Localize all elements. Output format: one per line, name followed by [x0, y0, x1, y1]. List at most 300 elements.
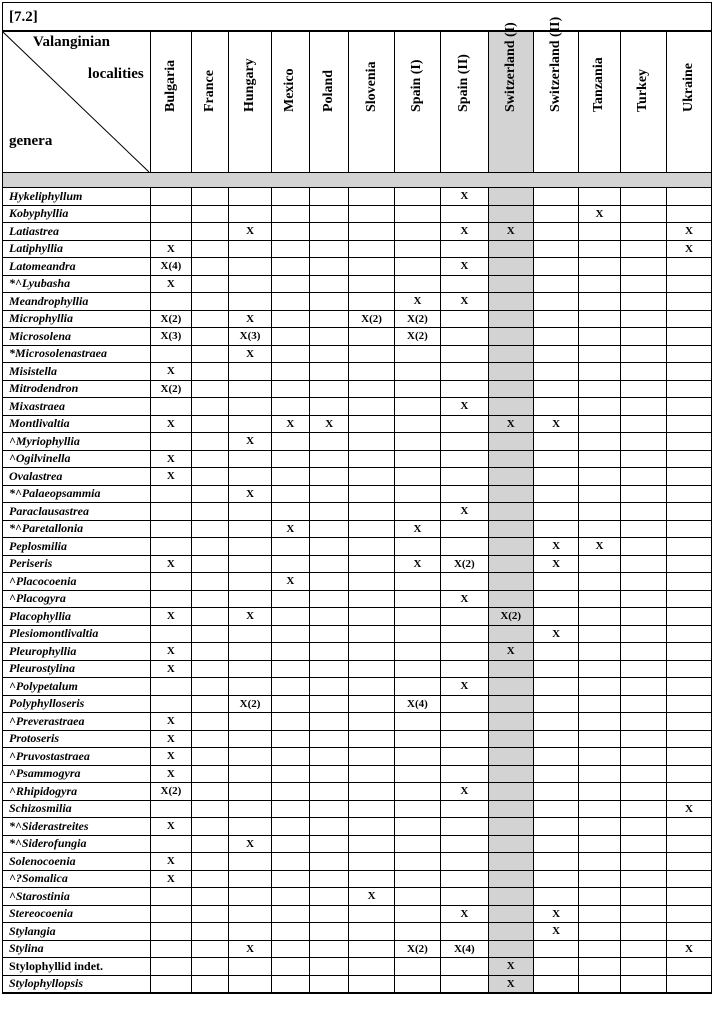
- occurrence-cell: X: [488, 975, 533, 993]
- occurrence-cell: [441, 713, 488, 731]
- occurrence-cell: [271, 468, 309, 486]
- occurrence-cell: [192, 468, 229, 486]
- occurrence-cell: [441, 485, 488, 503]
- occurrence-cell: [271, 818, 309, 836]
- occurrence-cell: [620, 503, 666, 521]
- occurrence-cell: [310, 800, 349, 818]
- occurrence-cell: X: [229, 345, 271, 363]
- locality-header: [533, 16, 578, 173]
- genus-name: Microsolena: [3, 328, 150, 346]
- occurrence-cell: [620, 853, 666, 871]
- occurrence-cell: [394, 783, 440, 801]
- localities-label: localities: [87, 66, 144, 82]
- locality-header: [271, 32, 309, 173]
- occurrence-cell: [533, 398, 578, 416]
- occurrence-cell: [310, 310, 349, 328]
- occurrence-cell: [667, 555, 711, 573]
- occurrence-cell: [310, 835, 349, 853]
- occurrence-cell: [229, 188, 271, 206]
- occurrence-cell: [667, 660, 711, 678]
- occurrence-cell: X: [394, 555, 440, 573]
- occurrence-cell: [310, 713, 349, 731]
- occurrence-cell: [533, 450, 578, 468]
- table-row: [3, 240, 711, 258]
- occurrence-cell: [150, 888, 191, 906]
- occurrence-cell: [349, 783, 394, 801]
- occurrence-cell: X: [349, 888, 394, 906]
- occurrence-cell: [579, 713, 620, 731]
- occurrence-cell: [579, 573, 620, 591]
- occurrence-cell: [620, 783, 666, 801]
- table-row: [3, 695, 711, 713]
- occurrence-cell: X: [150, 660, 191, 678]
- occurrence-cell: [394, 590, 440, 608]
- locality-header: [229, 32, 271, 173]
- occurrence-cell: [488, 853, 533, 871]
- locality-header: [394, 32, 440, 173]
- occurrence-cell: [394, 468, 440, 486]
- occurrence-cell: [488, 713, 533, 731]
- occurrence-cell: [579, 293, 620, 311]
- locality-header: [349, 32, 394, 173]
- occurrence-cell: [150, 835, 191, 853]
- occurrence-cell: [394, 363, 440, 381]
- occurrence-cell: [579, 660, 620, 678]
- locality-name: Poland: [321, 69, 337, 112]
- occurrence-cell: [349, 450, 394, 468]
- occurrence-cell: [271, 363, 309, 381]
- occurrence-cell: X: [667, 940, 711, 958]
- occurrence-cell: [394, 765, 440, 783]
- occurrence-cell: [310, 293, 349, 311]
- occurrence-cell: [667, 433, 711, 451]
- occurrence-cell: [441, 468, 488, 486]
- occurrence-cell: [192, 905, 229, 923]
- occurrence-cell: X: [150, 363, 191, 381]
- table-row: [3, 783, 711, 801]
- occurrence-cell: [620, 223, 666, 241]
- occurrence-cell: [349, 713, 394, 731]
- table-row: [3, 328, 711, 346]
- occurrence-cell: [310, 205, 349, 223]
- occurrence-cell: [441, 818, 488, 836]
- occurrence-cell: [310, 608, 349, 626]
- occurrence-cell: [667, 905, 711, 923]
- occurrence-cell: X: [150, 608, 191, 626]
- occurrence-cell: [271, 695, 309, 713]
- occurrence-cell: [533, 310, 578, 328]
- occurrence-cell: [533, 328, 578, 346]
- genus-name: ^Psammogyra: [3, 765, 150, 783]
- occurrence-cell: [271, 800, 309, 818]
- occurrence-cell: [271, 450, 309, 468]
- occurrence-cell: [667, 415, 711, 433]
- table-row: [3, 660, 711, 678]
- occurrence-cell: [667, 275, 711, 293]
- occurrence-cell: [310, 660, 349, 678]
- occurrence-cell: [533, 520, 578, 538]
- occurrence-cell: [620, 450, 666, 468]
- occurrence-cell: [441, 415, 488, 433]
- occurrence-cell: [579, 450, 620, 468]
- occurrence-cell: X: [150, 275, 191, 293]
- occurrence-cell: [488, 625, 533, 643]
- occurrence-cell: X(2): [441, 555, 488, 573]
- occurrence-cell: [488, 205, 533, 223]
- genus-name: Protoseris: [3, 730, 150, 748]
- occurrence-cell: [441, 800, 488, 818]
- occurrence-cell: [620, 608, 666, 626]
- occurrence-cell: [579, 275, 620, 293]
- occurrence-cell: [620, 415, 666, 433]
- table-row: [3, 223, 711, 241]
- occurrence-cell: [488, 730, 533, 748]
- genus-name: Solenocoenia: [3, 853, 150, 871]
- occurrence-cell: [192, 520, 229, 538]
- occurrence-cell: [229, 240, 271, 258]
- occurrence-cell: [488, 590, 533, 608]
- occurrence-cell: [620, 205, 666, 223]
- occurrence-cell: [192, 923, 229, 941]
- locality-name: Slovenia: [363, 61, 379, 112]
- occurrence-cell: X: [271, 415, 309, 433]
- locality-name: Tanzania: [591, 57, 607, 112]
- genus-name: ^?Somalica: [3, 870, 150, 888]
- occurrence-cell: [271, 975, 309, 993]
- occurrence-cell: [533, 433, 578, 451]
- occurrence-cell: [620, 240, 666, 258]
- occurrence-cell: [620, 398, 666, 416]
- occurrence-cell: [533, 835, 578, 853]
- occurrence-cell: [310, 870, 349, 888]
- occurrence-cell: [229, 503, 271, 521]
- occurrence-cell: [271, 205, 309, 223]
- occurrence-cell: [620, 590, 666, 608]
- occurrence-cell: [667, 328, 711, 346]
- occurrence-cell: [229, 590, 271, 608]
- occurrence-cell: [349, 258, 394, 276]
- occurrence-cell: [394, 503, 440, 521]
- occurrence-cell: [271, 940, 309, 958]
- occurrence-cell: [271, 853, 309, 871]
- occurrence-cell: [579, 818, 620, 836]
- occurrence-cell: [667, 380, 711, 398]
- occurrence-cell: [349, 468, 394, 486]
- occurrence-cell: [310, 730, 349, 748]
- occurrence-cell: [533, 205, 578, 223]
- table-row: [3, 923, 711, 941]
- occurrence-cell: [310, 503, 349, 521]
- occurrence-cell: [229, 643, 271, 661]
- occurrence-cell: [667, 678, 711, 696]
- occurrence-cell: X: [488, 643, 533, 661]
- table-row: [3, 520, 711, 538]
- occurrence-cell: X(2): [150, 380, 191, 398]
- occurrence-cell: [394, 800, 440, 818]
- occurrence-cell: [310, 380, 349, 398]
- occurrence-cell: [441, 853, 488, 871]
- occurrence-cell: [271, 748, 309, 766]
- occurrence-cell: [394, 415, 440, 433]
- occurrence-cell: [394, 433, 440, 451]
- occurrence-cell: X: [229, 223, 271, 241]
- occurrence-cell: [192, 660, 229, 678]
- occurrence-cell: [150, 398, 191, 416]
- genus-name: Latiastrea: [3, 223, 150, 241]
- occurrence-cell: [488, 380, 533, 398]
- occurrence-cell: X: [394, 293, 440, 311]
- occurrence-cell: [394, 625, 440, 643]
- occurrence-cell: [349, 870, 394, 888]
- occurrence-cell: [620, 800, 666, 818]
- occurrence-cell: [349, 573, 394, 591]
- genus-name: Ovalastrea: [3, 468, 150, 486]
- occurrence-cell: [488, 888, 533, 906]
- genus-name: ^Starostinia: [3, 888, 150, 906]
- locality-name: Bulgaria: [162, 59, 178, 112]
- occurrence-cell: [441, 520, 488, 538]
- occurrence-cell: [229, 293, 271, 311]
- occurrence-cell: [271, 555, 309, 573]
- occurrence-cell: [488, 520, 533, 538]
- occurrence-cell: [192, 275, 229, 293]
- table-row: [3, 555, 711, 573]
- occurrence-cell: [579, 240, 620, 258]
- occurrence-cell: [192, 783, 229, 801]
- genus-name: ^Ogilvinella: [3, 450, 150, 468]
- table-row: [3, 765, 711, 783]
- table-row: [3, 433, 711, 451]
- locality-name: Switzerland (I): [502, 22, 518, 112]
- occurrence-cell: [310, 923, 349, 941]
- occurrence-cell: [488, 503, 533, 521]
- locality-name: Spain (II): [456, 54, 472, 112]
- occurrence-cell: [579, 363, 620, 381]
- occurrence-cell: [667, 468, 711, 486]
- occurrence-cell: [150, 923, 191, 941]
- genus-name: ^Preverastraea: [3, 713, 150, 731]
- occurrence-cell: [579, 800, 620, 818]
- occurrence-cell: [579, 258, 620, 276]
- occurrence-cell: [271, 310, 309, 328]
- occurrence-cell: X(3): [150, 328, 191, 346]
- occurrence-cell: [310, 538, 349, 556]
- table-row: [3, 590, 711, 608]
- occurrence-cell: [667, 713, 711, 731]
- occurrence-cell: [229, 888, 271, 906]
- occurrence-cell: [667, 958, 711, 976]
- occurrence-cell: [579, 223, 620, 241]
- occurrence-cell: [488, 573, 533, 591]
- genus-name: Stereocoenia: [3, 905, 150, 923]
- occurrence-cell: [150, 188, 191, 206]
- occurrence-cell: [192, 293, 229, 311]
- occurrence-cell: [229, 258, 271, 276]
- occurrence-cell: X: [271, 520, 309, 538]
- occurrence-cell: [271, 293, 309, 311]
- occurrence-cell: [192, 223, 229, 241]
- occurrence-cell: [579, 870, 620, 888]
- occurrence-cell: X: [533, 555, 578, 573]
- occurrence-cell: [310, 975, 349, 993]
- occurrence-cell: [533, 748, 578, 766]
- occurrence-cell: X: [441, 905, 488, 923]
- genus-name: *^Paretallonia: [3, 520, 150, 538]
- occurrence-cell: [394, 678, 440, 696]
- occurrence-cell: [488, 905, 533, 923]
- occurrence-cell: [310, 940, 349, 958]
- table-row: [3, 415, 711, 433]
- occurrence-cell: X(4): [394, 695, 440, 713]
- occurrence-cell: [667, 398, 711, 416]
- diagonal-line: [3, 32, 149, 172]
- occurrence-cell: X: [667, 240, 711, 258]
- occurrence-cell: [349, 345, 394, 363]
- occurrence-cell: X: [441, 590, 488, 608]
- occurrence-cell: [620, 380, 666, 398]
- occurrence-cell: [667, 853, 711, 871]
- occurrence-cell: [667, 608, 711, 626]
- occurrence-cell: [150, 520, 191, 538]
- occurrence-cell: [349, 958, 394, 976]
- occurrence-cell: [488, 835, 533, 853]
- occurrence-cell: [667, 363, 711, 381]
- occurrence-cell: [229, 905, 271, 923]
- occurrence-cell: [620, 363, 666, 381]
- table-row: [3, 398, 711, 416]
- occurrence-cell: X: [488, 958, 533, 976]
- occurrence-cell: [150, 433, 191, 451]
- genus-name: Stylophyllid indet.: [3, 958, 150, 976]
- occurrence-cell: [229, 748, 271, 766]
- occurrence-cell: [667, 975, 711, 993]
- occurrence-cell: X: [229, 433, 271, 451]
- table-row: [3, 380, 711, 398]
- occurrence-cell: [271, 765, 309, 783]
- occurrence-cell: [667, 625, 711, 643]
- occurrence-cell: [349, 905, 394, 923]
- occurrence-cell: X: [441, 258, 488, 276]
- occurrence-cell: [271, 713, 309, 731]
- occurrence-cell: [310, 345, 349, 363]
- occurrence-cell: [349, 608, 394, 626]
- occurrence-cell: [192, 450, 229, 468]
- occurrence-cell: [579, 345, 620, 363]
- occurrence-cell: [667, 730, 711, 748]
- occurrence-cell: [394, 275, 440, 293]
- occurrence-cell: [667, 310, 711, 328]
- occurrence-cell: [488, 188, 533, 206]
- occurrence-cell: [533, 240, 578, 258]
- occurrence-cell: [533, 223, 578, 241]
- occurrence-cell: [192, 188, 229, 206]
- occurrence-cell: [192, 643, 229, 661]
- occurrence-cell: [229, 660, 271, 678]
- occurrence-cell: X: [150, 853, 191, 871]
- occurrence-cell: [441, 433, 488, 451]
- occurrence-cell: [150, 625, 191, 643]
- occurrence-cell: [310, 223, 349, 241]
- occurrence-cell: [533, 940, 578, 958]
- occurrence-cell: [394, 485, 440, 503]
- occurrence-cell: [349, 800, 394, 818]
- occurrence-cell: [349, 923, 394, 941]
- occurrence-cell: [271, 905, 309, 923]
- occurrence-cell: [192, 433, 229, 451]
- occurrence-cell: [667, 695, 711, 713]
- genus-name: ^Placocoenia: [3, 573, 150, 591]
- occurrence-cell: [271, 958, 309, 976]
- occurrence-cell: [579, 905, 620, 923]
- occurrence-cell: [441, 643, 488, 661]
- table-row: [3, 258, 711, 276]
- occurrence-cell: [192, 695, 229, 713]
- occurrence-cell: X(4): [150, 258, 191, 276]
- occurrence-cell: X: [150, 240, 191, 258]
- occurrence-cell: [533, 293, 578, 311]
- occurrence-cell: [620, 958, 666, 976]
- occurrence-cell: [229, 538, 271, 556]
- occurrence-cell: [349, 223, 394, 241]
- occurrence-cell: X: [441, 188, 488, 206]
- occurrence-cell: [579, 958, 620, 976]
- occurrence-cell: [533, 258, 578, 276]
- occurrence-cell: [620, 538, 666, 556]
- occurrence-cell: [349, 625, 394, 643]
- occurrence-cell: [192, 608, 229, 626]
- occurrence-cell: [150, 503, 191, 521]
- occurrence-cell: [394, 223, 440, 241]
- table-title: [7.2]: [3, 3, 711, 31]
- occurrence-cell: [667, 870, 711, 888]
- occurrence-cell: [579, 940, 620, 958]
- occurrence-cell: [533, 818, 578, 836]
- occurrence-cell: [579, 555, 620, 573]
- occurrence-cell: [533, 468, 578, 486]
- occurrence-cell: [229, 923, 271, 941]
- genus-name: Polyphylloseris: [3, 695, 150, 713]
- occurrence-cell: [533, 800, 578, 818]
- occurrence-cell: [229, 450, 271, 468]
- occurrence-cell: [192, 503, 229, 521]
- occurrence-cell: [310, 905, 349, 923]
- occurrence-cell: [192, 398, 229, 416]
- occurrence-cell: [271, 870, 309, 888]
- occurrence-cell: [349, 765, 394, 783]
- locality-name: Mexico: [282, 68, 298, 112]
- occurrence-cell: [620, 835, 666, 853]
- occurrence-cell: [579, 783, 620, 801]
- occurrence-cell: [579, 748, 620, 766]
- occurrence-cell: [229, 713, 271, 731]
- occurrence-cell: X: [394, 520, 440, 538]
- occurrence-cell: [349, 363, 394, 381]
- occurrence-cell: [620, 870, 666, 888]
- occurrence-cell: [620, 818, 666, 836]
- occurrence-cell: [441, 730, 488, 748]
- genus-name: Montlivaltia: [3, 415, 150, 433]
- occurrence-cell: [192, 573, 229, 591]
- occurrence-cell: [579, 625, 620, 643]
- genus-name: Hykeliphyllum: [3, 188, 150, 206]
- locality-header: [441, 32, 488, 173]
- occurrence-cell: [349, 590, 394, 608]
- occurrence-cell: [620, 258, 666, 276]
- occurrence-cell: [441, 363, 488, 381]
- occurrence-cell: [229, 975, 271, 993]
- genus-name: Periseris: [3, 555, 150, 573]
- occurrence-cell: [533, 870, 578, 888]
